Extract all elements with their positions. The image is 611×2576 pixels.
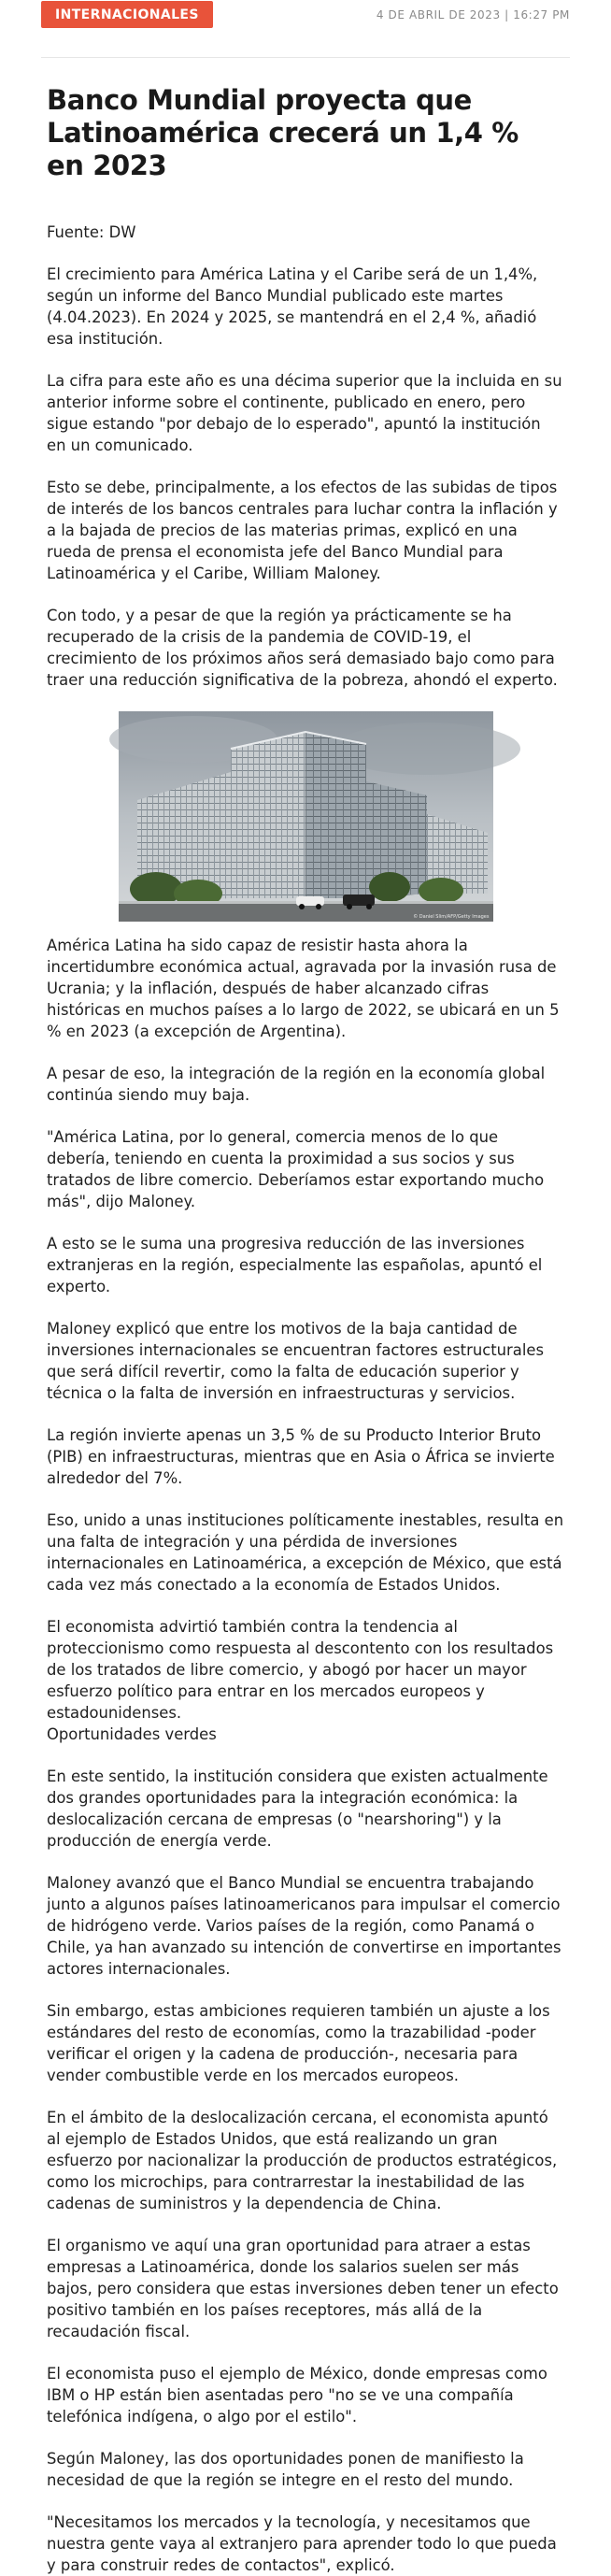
section-subheading: Oportunidades verdes [47, 1725, 217, 1743]
article-photo-world-bank-building [119, 711, 493, 922]
paragraph: En el ámbito de la deslocalización cercana, el economista apuntó al ejemplo de Estados Unidos, que está realizando un gran esfuerzo por nacionalizar la producción de productos estratégicos, como los microchips, para contrarrestar la inestabilidad de las cadenas de suministros y la dependencia de China. [47, 2109, 558, 2212]
building-photo [119, 711, 493, 922]
paragraph: Eso, unido a unas instituciones políticamente inestables, resulta en una falta de integración y una pérdida de inversiones internacionales en Latinoamérica, a excepción de México, que está cada vez más conectado a la economía de Estados Unidos. [47, 1511, 564, 1594]
paragraph: Maloney avanzó que el Banco Mundial se encuentra trabajando junto a algunos países latinoamericanos para impulsar el comercio de hidrógeno verde. Varios países de la región, como Panamá o Chile, ya han avanzado su intención de convertirse en importantes actores internacionales. [47, 1874, 561, 1978]
article-body [0, 58, 611, 2576]
paragraph: América Latina ha sido capaz de resistir hasta ahora la incertidumbre económica actual, agravada por la invasión rusa de Ucrania; y la inflación, después de haber alcanzado cifras históricas en muchos países a lo largo de 2022, se ubicará en un 5 % en 2023 (a excepción de Argentina). [47, 937, 560, 1040]
article-title: Banco Mundial proyecta que Latinoamérica crecerá un 1,4 % en 2023 [47, 84, 519, 181]
paragraph: Sin embargo, estas ambiciones requieren también un ajuste a los estándares del resto de economías, como la trazabilidad -poder verificar el origen y la cadena de producción-, necesaria para vender combustible verde en los mercados europeos. [47, 2002, 550, 2084]
article-source: Fuente: DW [47, 223, 136, 241]
photo-credit: © Daniel Slim/AFP/Getty Images [413, 914, 490, 920]
paragraph: El crecimiento para América Latina y el Caribe será de un 1,4%, según un informe del Banco Mundial publicado este martes (4.04.2023). En 2024 y 2025, se mantendrá en el 2,4 %, añadió esa institución. [47, 265, 538, 348]
paragraph: "América Latina, por lo general, comercia menos de lo que debería, teniendo en cuenta la proximidad a sus socios y sus tratados de libre comercio. Deberíamos estar exportando mucho más", dijo Maloney. [47, 1128, 545, 1210]
paragraph: La cifra para este año es una décima superior que la incluida en su anterior informe sobre el continente, publicado en enero, pero sigue estando "por debajo de lo esperado", apuntó la institución en un comunicado. [47, 372, 562, 454]
paragraph: Maloney explicó que entre los motivos de la baja cantidad de inversiones internacionales se encuentran factores estructurales que será difícil revertir, como la falta de educación superior y técnica o la falta de inversión en infraestructuras y servicios. [47, 1320, 544, 1402]
paragraph: Según Maloney, las dos oportunidades ponen de manifiesto la necesidad de que la región se integre en el resto del mundo. [47, 2450, 524, 2489]
paragraph: "Necesitamos los mercados y la tecnología, y necesitamos que nuestra gente vaya al extranjero para aprender todo lo que pueda y para construir redes de contactos", explicó. [47, 2513, 557, 2574]
paragraph: El economista advirtió también contra la tendencia al proteccionismo como respuesta al descontento con los resultados de los tratados de libre comercio, y abogó por hacer un mayor esfuerzo político para entrar en los mercados europeos y estadounidenses. [47, 1618, 554, 1722]
paragraph: Esto se debe, principalmente, a los efectos de las subidas de tipos de interés de los bancos centrales para luchar contra la inflación y a la bajada de precios de las materias primas, explicó en una rueda de prensa el economista jefe del Banco Mundial para Latinoamérica y el Caribe, William Maloney. [47, 479, 558, 582]
paragraph: El organismo ve aquí una gran oportunidad para atraer a estas empresas a Latinoamérica, donde los salarios suelen ser más bajos, pero considera que estas inversiones deben tener un efecto positivo también en los países receptores, más allá de la recaudación fiscal. [47, 2237, 559, 2340]
paragraph: En este sentido, la institución considera que existen actualmente dos grandes oportunidades para la integración económica: la deslocalización cercana de empresas (o "nearshoring") y la producción de energía verde. [47, 1767, 548, 1850]
article-header-bar [41, 0, 570, 58]
paragraph: El economista puso el ejemplo de México, donde empresas como IBM o HP están bien asentadas pero "no se ve una compañía telefónica indígena, o algo por el estilo". [47, 2365, 547, 2426]
paragraph: La región invierte apenas un 3,5 % de su Producto Interior Bruto (PIB) en infraestructuras, mientras que en Asia o África se invierte alrededor del 7%. [47, 1426, 555, 1487]
paragraph: A esto se le suma una progresiva reducción de las inversiones extranjeras en la región, especialmente las españolas, apuntó el experto. [47, 1235, 543, 1295]
paragraph: A pesar de eso, la integración de la región en la economía global continúa siendo muy baja. [47, 1065, 546, 1104]
category-badge[interactable]: INTERNACIONALES [41, 1, 213, 28]
paragraph: Con todo, y a pesar de que la región ya prácticamente se ha recuperado de la crisis de la pandemia de COVID-19, el crecimiento de los próximos años será demasiado bajo como para traer una reducción significativa de la pobreza, ahondó el experto. [47, 607, 558, 689]
publish-datetime: 4 DE ABRIL DE 2023 | 16:27 PM [376, 7, 570, 21]
